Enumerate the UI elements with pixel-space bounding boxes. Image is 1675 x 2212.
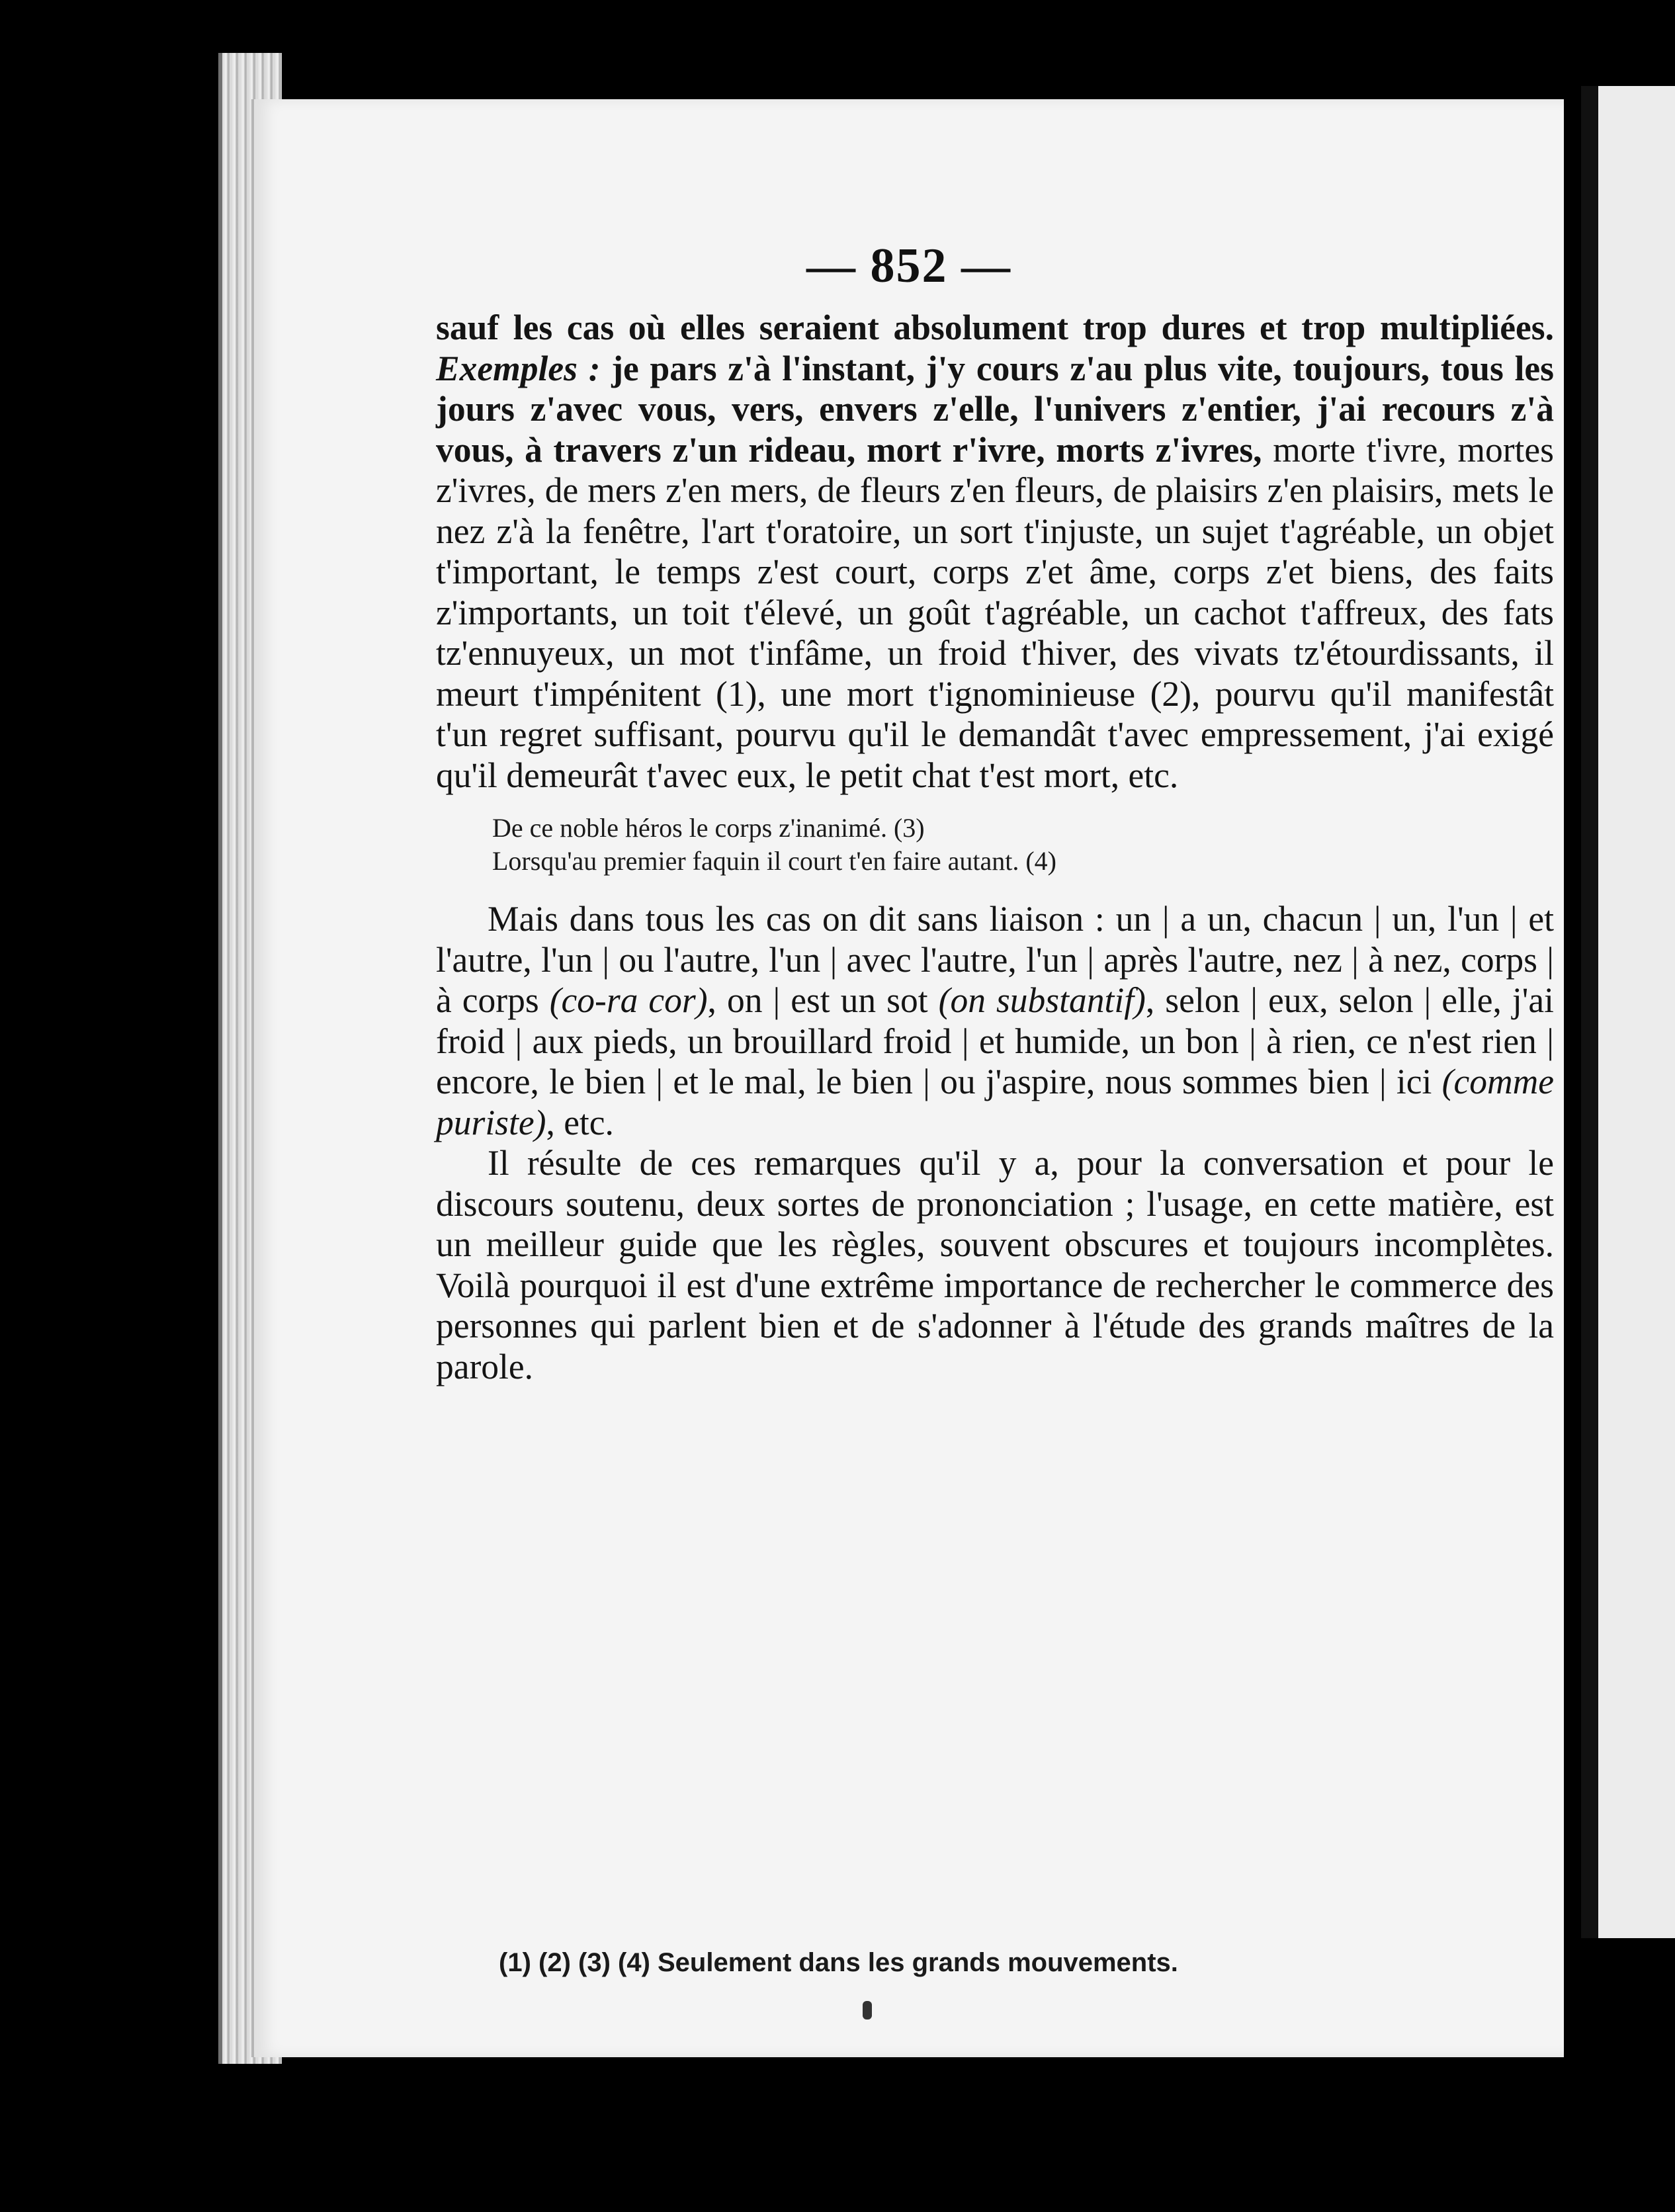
verse-line-1: De ce noble héros le corps z'inanimé. (3) bbox=[492, 813, 925, 843]
sans-liaison-part-2: , on | est un sot bbox=[707, 980, 928, 1020]
examples-plain: morte t'ivre, mortes z'ivres, de mers z'en mers, de fleurs z'en fleurs, de plaisirs z'en plaisirs, mets le nez z'à la fenêtre, l'art t'oratoire, un sort t'injuste, un sujet t'agréable, un objet t'important, le temps z'est court, corps z'et âme, corps z'et biens, des faits z'importants, un toit t'élevé, un goût t'agréable, un cachot t'affreux, des fats tz'ennuyeux, un mot t'infâme, un froid t'hiver, des vivats tz'étourdissants, il meurt t'impénitent (1), une mort t'ignominieuse (2), pourvu qu'il manifestât t'un regret suffisant, pourvu qu'il le demandât t'avec empressement, j'ai exigé qu'il demeurât t'avec eux, le petit chat t'est mort, etc. bbox=[436, 429, 1554, 795]
paragraph-intro: sauf les cas où elles seraient absolument trop dures et trop multipliées. bbox=[436, 308, 1554, 347]
verse-line-2: Lorsqu'au premier faquin il court t'en faire autant. (4) bbox=[492, 846, 1056, 876]
paragraph-sans-liaison bbox=[436, 899, 1554, 1143]
sans-liaison-part-3: , selon | eux, selon | elle, j'ai froid | aux pieds, un brouillard froid | et humide, un bon | à rien, ce n'est rien | encore, le bien | et le mal, le bien | ou j'aspire, nous sommes bien | ici bbox=[436, 980, 1554, 1101]
page-number: — 852 — bbox=[806, 239, 1011, 293]
ink-speck bbox=[863, 2001, 872, 2020]
sans-liaison-part-4: , etc. bbox=[546, 1102, 614, 1142]
sans-liaison-part-1: Mais dans tous les cas on dit sans liaison : un | a un, chacun | un, l'un | et l'autre, l'un | ou l'autre, l'un | avec l'autre, l'un | après l'autre, nez | à nez, corps | à corps bbox=[436, 899, 1554, 1020]
verse-quote bbox=[492, 812, 1554, 878]
paragraph-conclusion: Il résulte de ces remarques qu'il y a, pour la conversation et pour le discours soutenu, deux sortes de prononciation ; l'usage, en cette matière, est un meilleur guide que les règles, souvent obscures et toujours incomplètes. Voilà pourquoi il est d'une extrême importance de rechercher le commerce des personnes qui parlent bien et de s'adonner à l'étude des grands maîtres de la parole. bbox=[436, 1143, 1554, 1386]
sans-liaison-italic-2: (on substantif) bbox=[938, 980, 1146, 1020]
sans-liaison-italic-3: (comme puriste) bbox=[436, 1062, 1554, 1142]
body-text bbox=[436, 308, 1554, 1387]
examples-bold: je pars z'à l'instant, j'y cours z'au plus vite, toujours, tous les jours z'avec vous, vers, envers z'elle, l'univers z'entier, j'ai recours z'à vous, à travers z'un rideau, mort r'ivre, morts z'ivres, bbox=[436, 348, 1554, 470]
footnote: (1) (2) (3) (4) Seulement dans les grands mouvements. bbox=[499, 1948, 1178, 1977]
examples-label: Exemples : bbox=[436, 348, 601, 388]
book-page bbox=[251, 99, 1564, 2057]
facing-page-edge bbox=[1581, 86, 1675, 1938]
sans-liaison-italic-1: (co-ra cor) bbox=[549, 980, 708, 1020]
paragraph-liaisons bbox=[436, 308, 1554, 796]
